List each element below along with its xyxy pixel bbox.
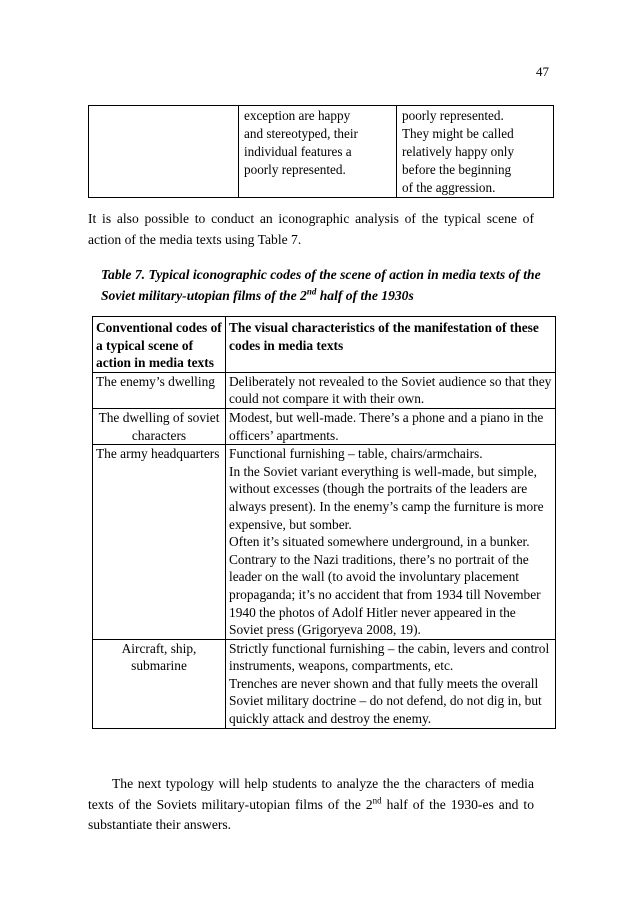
table-row: [93, 372, 556, 408]
description-cell: [226, 408, 556, 444]
cell-line: exception are happy: [244, 108, 351, 123]
page-number: 47: [536, 64, 549, 79]
cell-line: individual features a: [244, 144, 352, 159]
description-line: Deliberately not revealed to the Soviet audience so that they could not compare it with their own.: [229, 373, 552, 407]
cell-line: relatively happy only: [402, 144, 515, 159]
cell-line: poorly represented.: [244, 162, 346, 177]
description-cell: [226, 639, 556, 728]
table-header-row: [93, 317, 556, 373]
table-row: [93, 639, 556, 728]
body-paragraph: It is also possible to conduct an iconographic analysis of the typical scene of action of the media texts using Table 7.: [88, 211, 534, 247]
paragraph-text: The next typology will help students to analyze the the characters of media texts of the Soviets military-utopian films of the 2: [88, 776, 534, 812]
body-paragraph: [88, 774, 534, 836]
code-cell: The army headquarters: [93, 445, 226, 640]
caption-text: Table 7. Typical iconographic codes of the scene of action in media texts of the Soviet military-utopian films of the 2: [101, 267, 541, 303]
caption-text-end: half of the 1930s: [316, 287, 414, 303]
cell-line: They might be called: [402, 126, 514, 141]
paragraph-superscript: nd: [372, 794, 382, 805]
table-row: [93, 445, 556, 640]
description-line: Modest, but well-made. There’s a phone and a piano in the officers’ apartments.: [229, 409, 544, 443]
cell-line: of the aggression.: [402, 180, 496, 195]
table-cell: [397, 106, 554, 198]
cell-line: poorly represented.: [402, 108, 504, 123]
table-row: [89, 106, 554, 198]
description-cell: [226, 445, 556, 640]
description-line: In the Soviet variant everything is well-made, but simple, without excesses (though the portraits of the leaders are always present). In the enemy’s camp the furniture is more expensive, but somber.: [229, 463, 544, 532]
code-cell: The dwelling of soviet characters: [93, 408, 226, 444]
caption-superscript: nd: [306, 285, 317, 296]
code-cell: The enemy’s dwelling: [93, 372, 226, 408]
description-line: Often it’s situated somewhere underground, in a bunker. Contrary to the Nazi traditions, there’s no portrait of the leader on the wall (to avoid the involuntary placement propaganda; it’s no accident that from 1934 till November 1940 the photos of Adolf Hitler never appeared in the Soviet press (Grigoryeva 2008, 19).: [229, 534, 541, 638]
paragraph-text-end: half of the 1930-es and to substantiate their answers.: [88, 796, 534, 832]
table-cell: [239, 106, 397, 198]
table-cell-empty: [89, 106, 239, 198]
column-header: The visual characteristics of the manifestation of these codes in media texts: [226, 317, 556, 373]
description-line: Functional furnishing – table, chairs/armchairs.: [229, 446, 483, 462]
table-row: [93, 408, 556, 444]
description-line: Strictly functional furnishing – the cabin, levers and control instruments, weapons, compartments, etc.: [229, 640, 550, 674]
continued-table: [88, 105, 554, 198]
column-header: Conventional codes of a typical scene of action in media texts: [93, 317, 226, 373]
cell-line: and stereotyped, their: [244, 126, 358, 141]
cell-line: before the beginning: [402, 162, 512, 177]
description-line: Trenches are never shown and that fully meets the overall Soviet military doctrine – do not defend, do not dig in, but quickly attack and destroy the enemy.: [229, 675, 542, 727]
iconographic-codes-table: [92, 316, 556, 729]
description-cell: [226, 372, 556, 408]
table-caption: [101, 265, 541, 306]
code-cell: Aircraft, ship, submarine: [93, 639, 226, 728]
